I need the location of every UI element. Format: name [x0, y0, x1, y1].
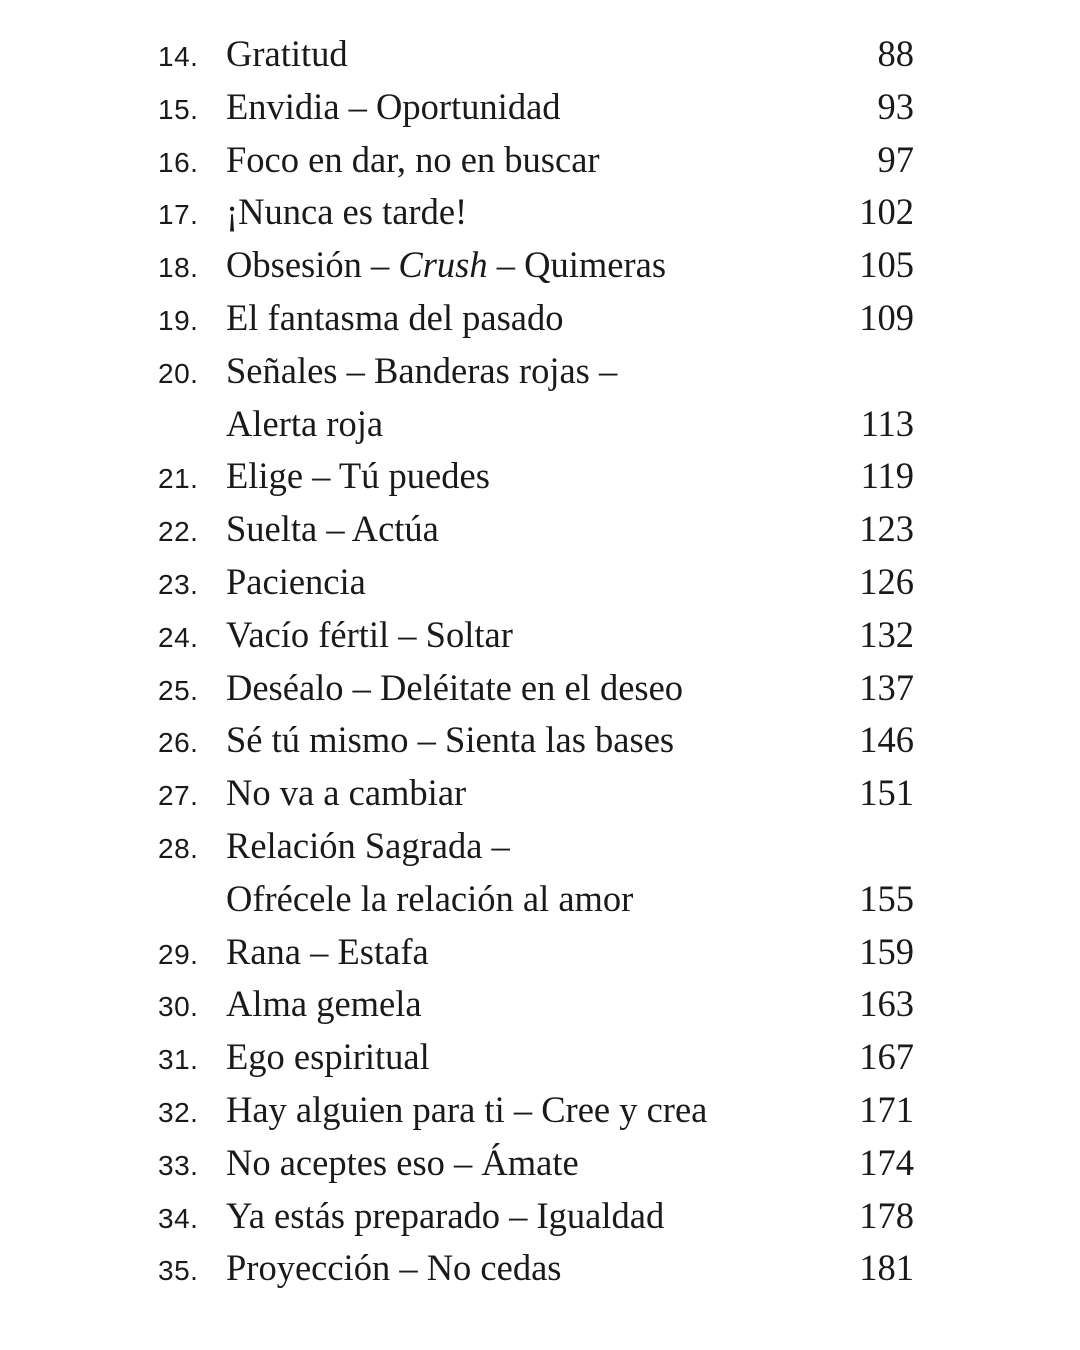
page-number: 123: [859, 508, 914, 550]
page-number: 146: [859, 719, 914, 761]
toc-entry-29: [158, 926, 914, 979]
page-number: 174: [859, 1141, 914, 1183]
chapter-number: 24.: [158, 621, 199, 653]
chapter-number: 29.: [158, 938, 199, 970]
toc-entry-20-continued: [158, 398, 914, 451]
page-number: 163: [859, 983, 914, 1025]
chapter-title: Sé tú mismo – Sienta las bases: [226, 719, 675, 761]
chapter-number: 35.: [158, 1255, 199, 1287]
toc-entry-31: [158, 1031, 914, 1084]
toc-entry-17: [158, 186, 914, 239]
toc-entry-35: [158, 1242, 914, 1295]
chapter-number: 30.: [158, 991, 199, 1023]
chapter-title: ¡Nunca es tarde!: [226, 191, 468, 233]
chapter-title: Elige – Tú puedes: [226, 455, 490, 497]
page-number: 171: [859, 1088, 914, 1130]
chapter-title: Vacío fértil – Soltar: [226, 613, 513, 655]
chapter-number: 23.: [158, 568, 199, 600]
chapter-title: Hay alguien para ti – Cree y crea: [226, 1088, 708, 1130]
chapter-title: Envidia – Oportunidad: [226, 85, 561, 127]
chapter-number: 22.: [158, 516, 199, 548]
page-number: 109: [859, 296, 914, 338]
page-number: 102: [859, 191, 914, 233]
toc-entry-26: [158, 714, 914, 767]
toc-entry-27: [158, 767, 914, 820]
chapter-number: 15.: [158, 93, 199, 125]
chapter-title: Gratitud: [226, 33, 348, 74]
page-number: 88: [877, 33, 914, 74]
toc-entry-20: [158, 345, 914, 398]
chapter-title-part: Obsesión –: [226, 244, 399, 286]
chapter-number: 19.: [158, 304, 199, 336]
table-of-contents: [158, 28, 914, 1295]
page-number: 119: [860, 455, 914, 497]
toc-entry-28-continued: [158, 873, 914, 926]
chapter-title: Deséalo – Deléitate en el deseo: [226, 666, 684, 708]
chapter-title: Suelta – Actúa: [226, 508, 439, 550]
chapter-title: No aceptes eso – Ámate: [226, 1141, 579, 1183]
chapter-number: 20.: [158, 357, 199, 389]
page-number: 178: [859, 1194, 914, 1236]
page-number: 132: [859, 613, 914, 655]
page-number: 105: [859, 244, 914, 286]
chapter-title-italic: Crush: [398, 244, 488, 286]
chapter-title: No va a cambiar: [226, 772, 467, 814]
toc-entry-21: [158, 450, 914, 503]
chapter-number: 18.: [158, 252, 199, 284]
chapter-title-continued: Alerta roja: [226, 402, 384, 444]
toc-entry-32: [158, 1084, 914, 1137]
chapter-title: Ya estás preparado – Igualdad: [226, 1194, 665, 1236]
toc-entry-19: [158, 292, 914, 345]
chapter-number: 16.: [158, 146, 199, 178]
page-number: 181: [859, 1247, 914, 1289]
toc-entry-33: [158, 1137, 914, 1190]
toc-entry-24: [158, 609, 914, 662]
chapter-number: 21.: [158, 463, 199, 495]
chapter-title-continued: Ofrécele la relación al amor: [226, 877, 634, 919]
page-number: 97: [877, 138, 914, 180]
page-number: 151: [859, 772, 914, 814]
page-number: 159: [859, 930, 914, 972]
chapter-title: [226, 239, 674, 292]
chapter-number: 26.: [158, 727, 199, 759]
chapter-number: 33.: [158, 1149, 199, 1181]
page-number: 113: [860, 402, 914, 444]
chapter-number: 31.: [158, 1044, 199, 1076]
chapter-title: Ego espiritual: [226, 1036, 430, 1078]
page-number: 137: [859, 666, 914, 708]
toc-entry-30: [158, 978, 914, 1031]
toc-entry-34: [158, 1190, 914, 1243]
toc-entry-18: [158, 239, 914, 292]
chapter-title-part: – Quimeras: [487, 244, 667, 286]
chapter-number: 32.: [158, 1096, 199, 1128]
toc-entry-14: [158, 28, 914, 81]
page-number: 93: [877, 85, 914, 127]
toc-entry-15: [158, 81, 914, 134]
chapter-title: Rana – Estafa: [226, 930, 429, 972]
chapter-title: Paciencia: [226, 560, 366, 602]
chapter-title: El fantasma del pasado: [226, 296, 564, 338]
toc-entry-28: [158, 820, 914, 873]
chapter-title: Relación Sagrada –: [226, 824, 510, 866]
chapter-number: 25.: [158, 674, 199, 706]
page-number: 155: [859, 877, 914, 919]
toc-entry-25: [158, 662, 914, 715]
chapter-title: Proyección – No cedas: [226, 1247, 562, 1289]
chapter-number: 17.: [158, 199, 199, 231]
toc-entry-22: [158, 503, 914, 556]
toc-entry-23: [158, 556, 914, 609]
chapter-title: Foco en dar, no en buscar: [226, 138, 600, 180]
chapter-title: Señales – Banderas rojas –: [226, 349, 618, 391]
page-number: 167: [859, 1036, 914, 1078]
chapter-number: 34.: [158, 1202, 199, 1234]
page-number: 126: [859, 560, 914, 602]
chapter-number: 27.: [158, 780, 199, 812]
toc-entry-16: [158, 134, 914, 187]
chapter-number: 28.: [158, 832, 199, 864]
chapter-title: Alma gemela: [226, 983, 422, 1025]
chapter-number: 14.: [158, 41, 199, 72]
